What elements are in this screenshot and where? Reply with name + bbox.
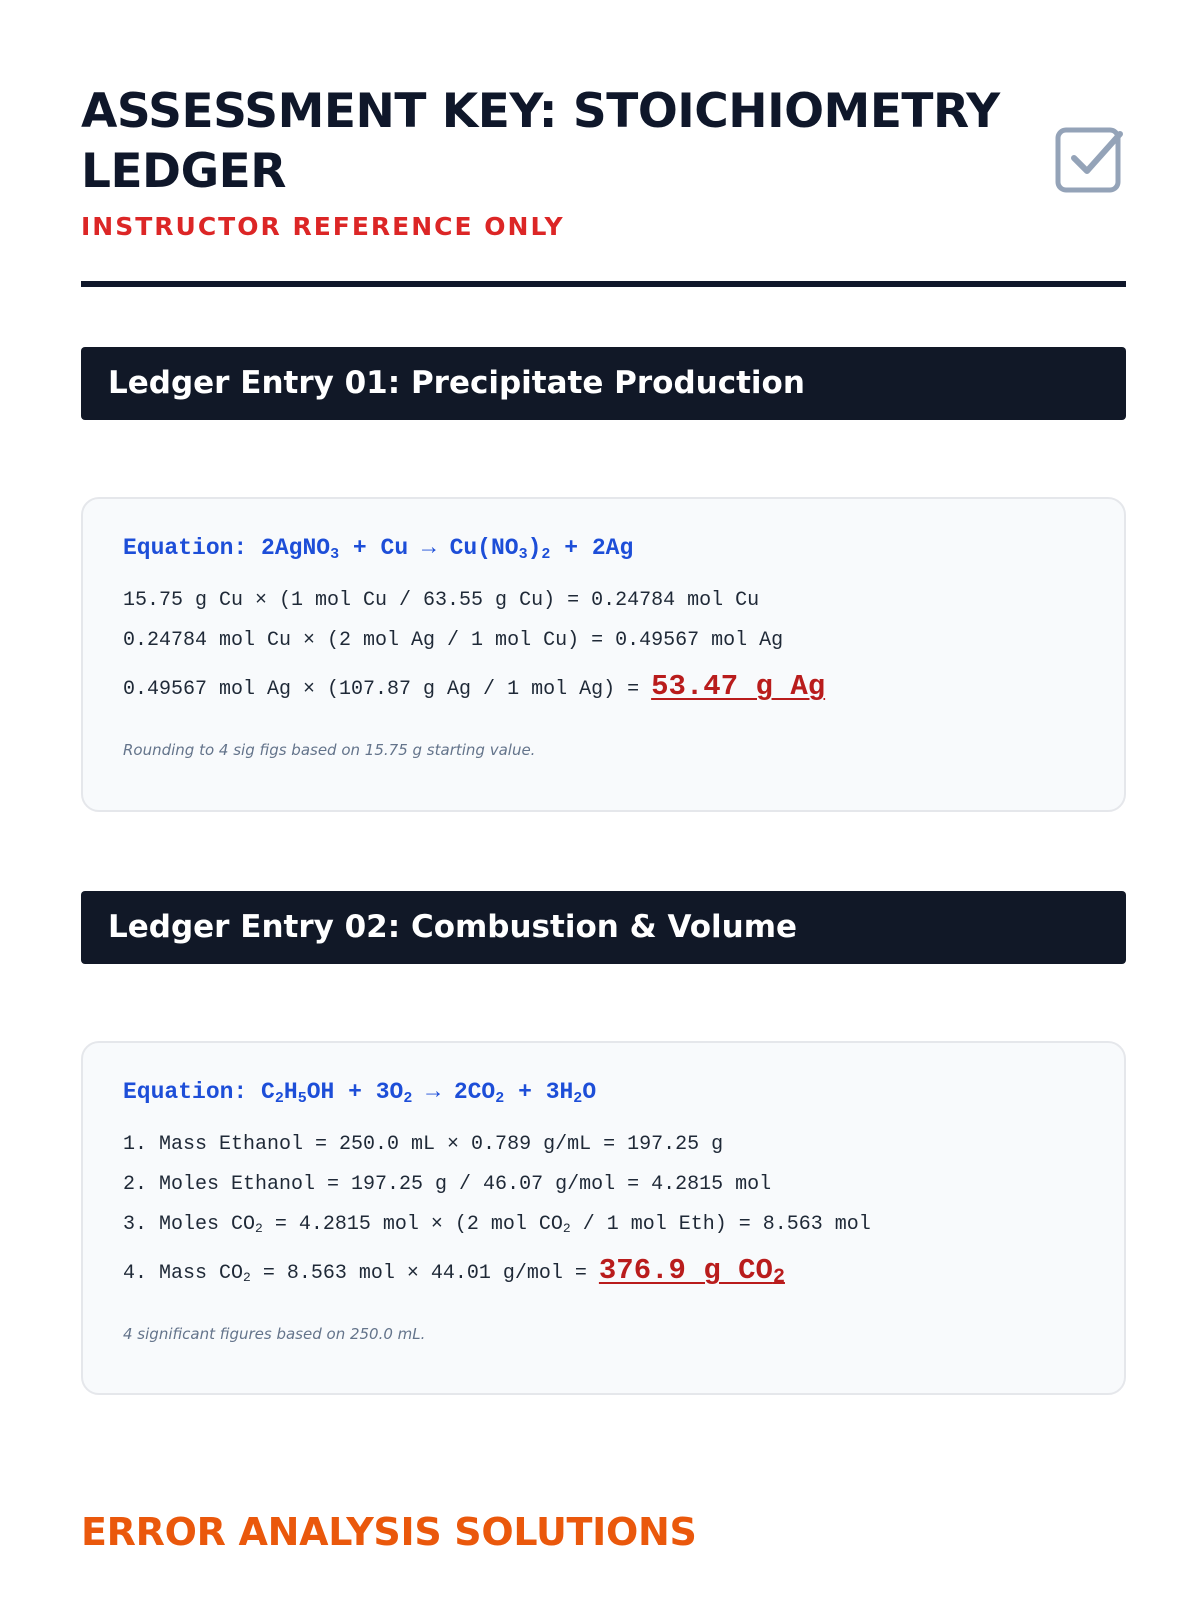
calc-subscript: 2 [562, 1221, 571, 1236]
eq-product-1: Cu(NO [449, 535, 519, 561]
eq-product-2: 3H [545, 1079, 574, 1105]
eq-subscript: 2 [403, 1090, 413, 1107]
eq-subscript: 3 [330, 546, 340, 563]
calc-text: 4. Mass CO [123, 1262, 244, 1285]
equation-label: Equation: [123, 1079, 248, 1105]
final-answer [599, 1254, 785, 1287]
calc-subscript: 2 [243, 1270, 251, 1285]
eq-reactant-2: 3O [375, 1079, 404, 1105]
calc-final-step [123, 1245, 1084, 1297]
page-subtitle: INSTRUCTOR REFERENCE ONLY [81, 212, 565, 241]
eq-subscript: 5 [297, 1090, 307, 1107]
final-answer-text: 376.9 g CO [598, 1254, 773, 1287]
ledger-entry-02-heading: Ledger Entry 02: Combustion & Volume [81, 891, 1126, 964]
ledger-entry-01-card [81, 497, 1126, 812]
calc-subscript: 2 [255, 1221, 263, 1236]
eq-reactant-1: C [261, 1079, 275, 1105]
calc-text: / 1 mol Eth) = 8.563 mol [570, 1213, 871, 1236]
eq-subscript: 2 [541, 546, 551, 563]
sig-fig-note: 4 significant figures based on 250.0 mL. [123, 1325, 426, 1343]
calc-final-step [123, 661, 1084, 713]
eq-product-1: 2CO [453, 1079, 496, 1105]
eq-product-2: 2Ag [591, 535, 634, 561]
calc-step: 1. Mass Ethanol = 250.0 mL × 0.789 g/mL = 197.25 g [123, 1133, 724, 1156]
checkbox-checked-icon [1054, 124, 1126, 196]
answer-key-page [81, 0, 1126, 1554]
page-title: ASSESSMENT KEY: STOICHIOMETRY LEDGER [81, 84, 1000, 199]
eq-reactant-1: H [283, 1079, 298, 1105]
calc-text: = 4.2815 mol × (2 mol CO [262, 1213, 563, 1236]
error-analysis-heading: ERROR ANALYSIS SOLUTIONS [81, 1510, 697, 1554]
header-divider [81, 281, 1126, 287]
eq-subscript: 2 [495, 1090, 505, 1107]
calc-step: 15.75 g Cu × (1 mol Cu / 63.55 g Cu) = 0.24784 mol Cu [123, 589, 760, 612]
calc-step: 0.24784 mol Cu × (2 mol Ag / 1 mol Cu) = 0.49567 mol Ag [123, 629, 784, 652]
calc-text: = 8.563 mol × 44.01 g/mol = [250, 1262, 599, 1285]
rounding-note: Rounding to 4 sig figs based on 15.75 g starting value. [123, 741, 536, 759]
eq-subscript: 2 [274, 1090, 284, 1107]
eq-reactant-1: OH [306, 1079, 335, 1105]
eq-product-2: O [582, 1079, 597, 1105]
final-answer: 53.47 g Ag [651, 670, 826, 703]
equation-label: Equation: [123, 535, 248, 561]
calc-step: 2. Moles Ethanol = 197.25 g / 46.07 g/mol = 4.2815 mol [123, 1173, 772, 1196]
calc-step [123, 1205, 1084, 1245]
entry-02-equation [123, 1079, 1084, 1115]
final-answer-subscript: 2 [772, 1266, 785, 1289]
entry-01-equation [123, 535, 1084, 571]
eq-plus: + [352, 535, 367, 561]
eq-plus: + [564, 535, 579, 561]
calc-text: 3. Moles CO [123, 1213, 256, 1236]
ledger-entry-02-card [81, 1041, 1126, 1395]
eq-reactant-2: Cu [380, 535, 409, 561]
eq-arrow: → [426, 1079, 440, 1105]
calc-final-prefix: 0.49567 mol Ag × (107.87 g Ag / 1 mol Ag) = [123, 678, 652, 701]
eq-reactant-1: 2AgNO [261, 535, 331, 561]
eq-subscript: 2 [573, 1090, 583, 1107]
eq-subscript: 3 [518, 546, 528, 563]
eq-arrow: → [421, 535, 436, 561]
eq-plus: + [518, 1079, 532, 1105]
page-header [81, 0, 1126, 288]
eq-paren: ) [527, 535, 542, 561]
ledger-entry-01-heading: Ledger Entry 01: Precipitate Production [81, 347, 1126, 420]
eq-plus: + [348, 1079, 362, 1105]
